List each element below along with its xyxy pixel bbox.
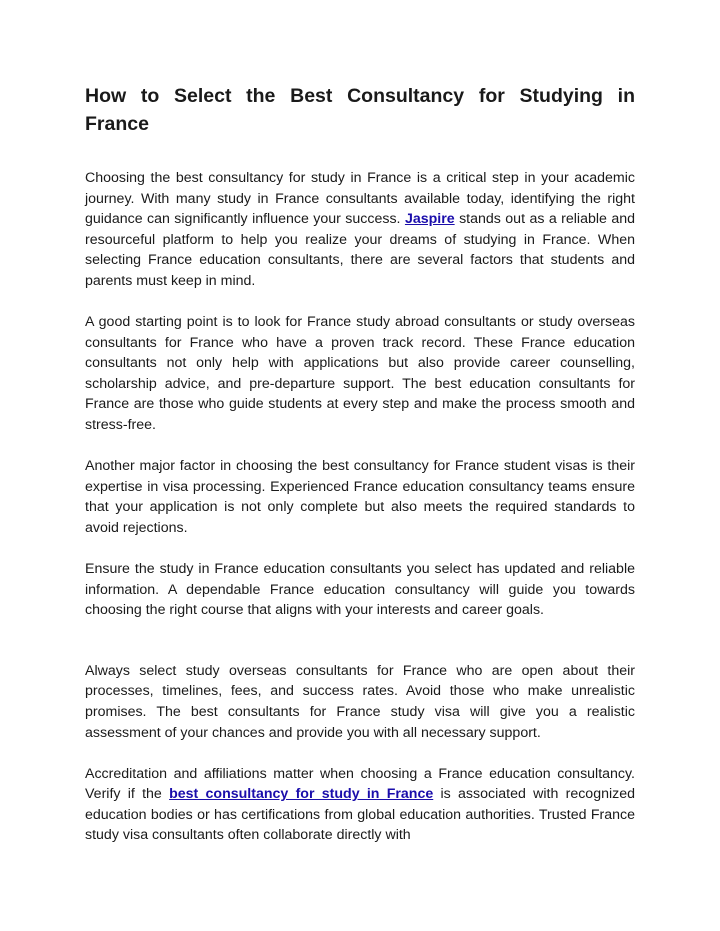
paragraph-track-record: A good starting point is to look for France study abroad consultants or study overseas consultants for France who have a proven track record. These France education consultants not only help with applications but also provide career counselling, scholarship advice, and pre-departure support. The best education consultants for France are those who guide students at every step and make the process smooth and stress-free. [85, 314, 635, 434]
document-page [85, 82, 635, 867]
paragraph-intro-text-start: Choosing the best consultancy for study in France is a critical step in your academic journey. With many study in France consultants available today, identifying the right guidance can significantly influence your success. [85, 170, 635, 228]
page-title: How to Select the Best Consultancy for Studying in France [85, 85, 635, 135]
best-consultancy-link[interactable]: best consultancy for study in France [169, 786, 434, 803]
jaspire-link[interactable]: Jaspire [404, 211, 455, 228]
paragraph-updated-information: Ensure the study in France education consultants you select has updated and reliable information. A dependable France education consultancy will guide you towards choosing the right course that aligns with your interests and career goals. [85, 561, 635, 619]
paragraph-transparency: Always select study overseas consultants for France who are open about their processes, timelines, fees, and success rates. Avoid those who make unrealistic promises. The best consultants for France study visa will give you a realistic assessment of your chances and provide you with all necessary support. [85, 662, 635, 741]
paragraph-visa-expertise: Another major factor in choosing the best consultancy for France student visas is their expertise in visa processing. Experienced France education consultancy teams ensure that your application is not only complete but also meets the required standards to avoid rejections. [85, 458, 635, 536]
paragraph-intro-text-end: stands out as a reliable and resourceful platform to help you realize your dreams of studying in France. When selecting France education consultants, there are several factors that students and parents must keep in mind. [85, 211, 636, 289]
paragraph-accreditation-text-start: Accreditation and affiliations matter when choosing a France education consultancy. Verify if the [85, 765, 635, 803]
paragraph-accreditation-text-end: is associated with recognized education bodies or has certifications from global education authorities. Trusted France study visa consultants often collaborate directly with [85, 786, 636, 844]
paragraph-intro [85, 168, 635, 292]
paragraph-accreditation [85, 764, 635, 846]
